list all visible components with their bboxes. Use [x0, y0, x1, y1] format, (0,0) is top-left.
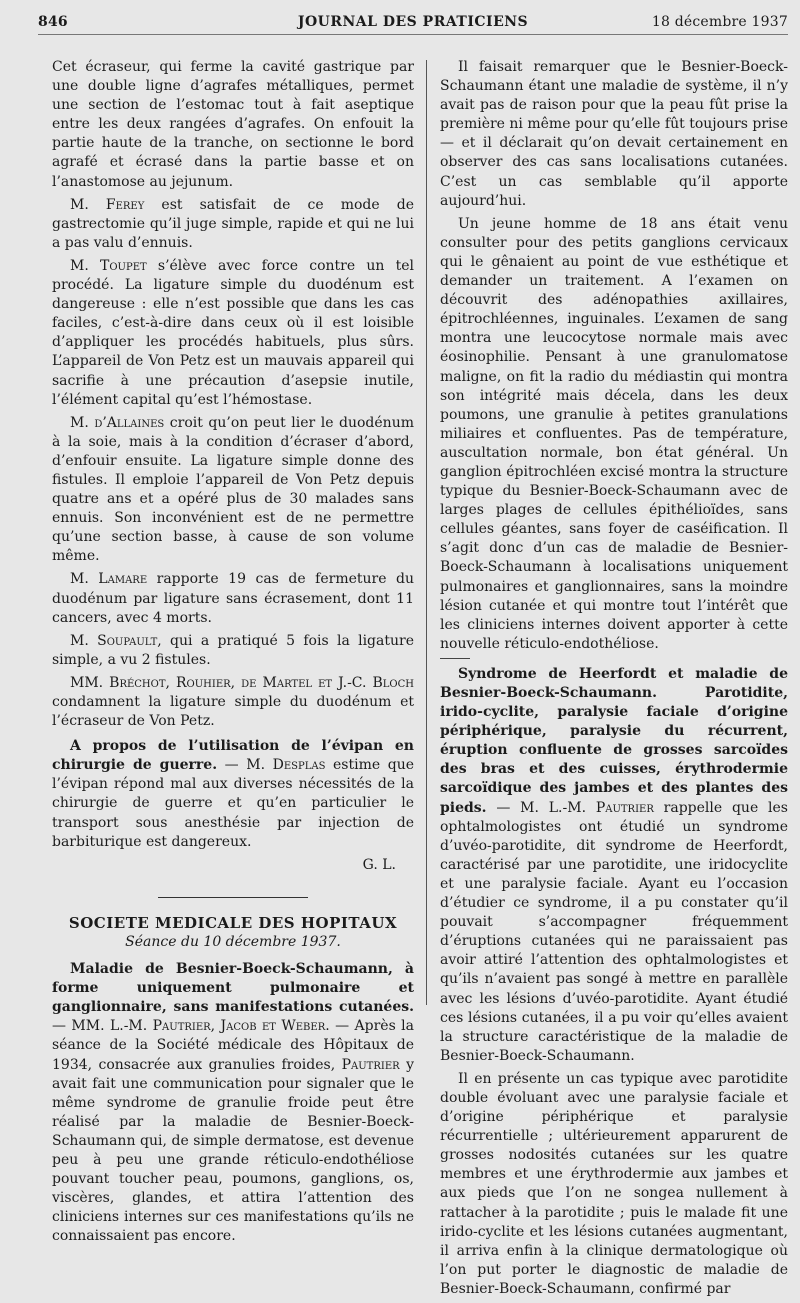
paragraph: A propos de l’utilisation de l’évipan en chirurgie de guerre. — M. Desplas estime que l’évipan répond mal aux diverses nécessités de la chirurgie de guerre et qu’en particulier le transport sous anesthésie par injection de barbiturique est dangereux.: [52, 738, 414, 850]
paragraph: Maladie de Besnier-Boeck-Schaumann, à forme uniquement pulmonaire et ganglionnaire, sans manifestations cutanées. — MM. L.-M. Pautrier, Jacob et Weber. — Après la séance de la Société médicale des Hôpitaux de 1934, consacrée aux granulies froides, Pautrier y avait fait une communication pour signaler que le même syndrome de granulie froide peut être réalisé par la maladie de Besnier-Boeck-Schaumann qui, de simple dermatose, est devenue peu à peu une grande réticulo-endothéliose pouvant toucher peau, poumons, ganglions, os, viscères, glandes, et attira l’attention des cliniciens internes sur ces manifestations qu’ils ne connaissaient pas encore.: [52, 961, 415, 1245]
paragraph: M. d’Allaines croit qu’on peut lier le duodénum à la soie, mais à la condition d’écraser d’abord, d’enfouir ensuite. La ligature simple donne des fistules. Il emploie l’appareil de Von Petz depuis quatre ans et a opéré plus de 30 malades sans ennuis. Son inconvénient est de ne permettre qu’une section basse, à cause de son volume même.: [52, 414, 414, 565]
paragraph: M. Ferey est satisfait de ce mode de gastrectomie qu’il juge simple, rapide et qui ne lui a pas valu d’ennuis.: [52, 196, 414, 251]
speaker-name: M. Ferey: [70, 196, 145, 213]
signature: G. L.: [362, 856, 396, 873]
topic-title: A propos de l’utilisation de l’évipan en chirurgie de guerre.: [52, 738, 414, 774]
paragraph: MM. Bréchot, Rouhier, de Martel et J.-C. Bloch condamnent la ligature simple du duodénum et l’écraseur de Von Petz.: [52, 674, 414, 730]
paragraph: Il faisait remarquer que le Besnier-Boeck-Schaumann étant une maladie de système, il n’y avait pas de raison pour que la peau fût prise la première ni même pour qu’elle fût toujours prise — et il déclarait qu’on devait certainement en observer des cas sans localisations cutanées. C’est un cas semblable qu’il apporte aujourd’hui.: [440, 59, 788, 209]
paragraph: M. Soupault, qui a pratiqué 5 fois la ligature simple, a vu 2 fistules.: [52, 632, 414, 668]
authors: — MM. L.-M. Pautrier, Jacob et Weber.: [52, 1018, 330, 1035]
paragraph: Syndrome de Heerfordt et maladie de Besnier-Boeck-Schaumann. Parotidite, irido-cyclite, paralysie faciale d’origine périphérique, paralysie du récurrent, éruption confluente de grosses sarcoïdes des bras et des cuisses, érythrodermie sarcoïdique des jambes et des plantes des pieds. — M. L.-M. Pautrier rappelle que les ophtalmologistes ont étudié un syndrome d’uvéo-parotidite, dit syndrome de Heerfordt, caractérisé par une parotidite, une iridocyclite et une paralysie faciale. Ayant eu l’occasion d’étudier ce syndrome, il a pu constater qu’il pouvait s’accompagner fréquemment d’éruptions cutanées qui ne paraissaient pas avoir attiré l’attention des ophtalmologistes et qu’ils n’avaient pas songé à mettre en parallèle avec les lésions d’uvéo-parotidite. Ayant étudié ces lésions cutanées, il a pu voir qu’elles avaient la structure caractéristique de la maladie de Besnier-Boeck-Schaumann.: [440, 665, 788, 1064]
session-date: Séance du 10 décembre 1937.: [125, 933, 341, 950]
speaker-name: — M. Desplas: [217, 757, 326, 774]
section-divider: [158, 897, 308, 898]
paragraph: Cet écraseur, qui ferme la cavité gastrique par une double ligne d’agrafes métalliques, permet une section de l’estomac tout à fait aseptique entre les deux rangées d’agrafes. On enfouit la partie haute de la tranche, on sectionne le bord agrafé et écrasé dans la partie basse et on l’anastomose au jejunum.: [52, 59, 414, 190]
paragraph: Il en présente un cas typique avec parotidite double évoluant avec une paralysie faciale et d’origine périphérique et paralysie récurrentielle ; ultérieurement apparurent de grosses nodosités cutanées sur les quatre membres et une érythrodermie aux jambes et aux pieds que l’on ne songea nullement à rattacher à la parotidite ; puis le malade fit une irido-cyclite et les lésions cutanées augmentant, il arriva enfin à la clinique dermatologique où l’on put porter le diagnostic de maladie de Besnier-Boeck-Schaumann, confirmé par: [440, 1070, 788, 1297]
issue-date: 18 décembre 1937: [651, 14, 788, 30]
speaker-name: M. d’Allaines: [70, 414, 165, 431]
topic-title: Syndrome de Heerfordt et maladie de Besnier-Boeck-Schaumann. Parotidite, irido-cyclite, paralysie faciale d’origine périphérique, paralysie du récurrent, éruption confluente de grosses sarcoïdes des bras et des cuisses, érythrodermie sarcoïdique des jambes et des plantes des pieds.: [440, 665, 788, 816]
paragraph: M. Toupet s’élève avec force contre un tel procédé. La ligature simple du duodénum est dangereuse : elle n’est possible que dans les cas faciles, c’est-à-dire dans ceux où il est loisible d’appliquer les procédés habituels, plus sûrs. L’appareil de Von Petz est un mauvais appareil qui sacrifie à une précaution d’asepsie inutile, l’élément capital qu’est l’hémostase.: [52, 257, 414, 408]
page-number: 846: [38, 14, 68, 30]
right-column: [440, 58, 788, 1303]
left-column: [52, 58, 414, 1250]
page-header: [38, 12, 788, 35]
topic-title: Maladie de Besnier-Boeck-Schaumann, à forme uniquement pulmonaire et ganglionnaire, sans manifestations cutanées.: [52, 961, 414, 1016]
speaker-name: M. Toupet: [70, 257, 147, 274]
section-title: SOCIETE MEDICALE DES HOPITAUX: [68, 913, 398, 932]
paragraph: M. Lamare rapporte 19 cas de fermeture du duodénum par ligature sans écrasement, dont 11 cancers, avec 4 morts.: [52, 571, 415, 626]
paragraph: Un jeune homme de 18 ans était venu consulter pour des petits ganglions cervicaux qui le gênaient au point de vue esthétique et demander un traitement. A l’examen on découvrit des adénopathies axillaires, épitrochléennes, inguinales. L’examen de sang montra une leucocytose normale mais avec éosinophilie. Pensant à une granulomatose maligne, on fit la radio du médiastin qui montra son intégrité mais décela, dans les deux poumons, une granulie à petites granulations miliaires et confluentes. Pas de température, auscultation normale, bon état général. Un ganglion épitrochléen excisé montra la structure typique du Besnier-Boeck-Schaumann avec de larges plages de cellules épithélioïdes, sans cellules géantes, sans foyer de caséification. Il s’agit donc d’un cas de maladie de Besnier-Boeck-Schaumann à localisations uniquement pulmonaires et ganglionnaires, sans la moindre lésion cutanée et qui montre tout l’intérêt que les cliniciens internes doivent apporter à cette nouvelle réticulo-endothéliose.: [440, 215, 788, 652]
short-rule: [440, 658, 470, 659]
speaker-name: M. Lamare: [70, 571, 148, 588]
speaker-name: — M. L.-M. Pautrier: [486, 799, 654, 816]
speaker-name: MM. Bréchot, Rouhier, de Martel et J.-C. Bloch: [70, 674, 414, 691]
journal-title: JOURNAL DES PRATICIENS: [297, 14, 529, 30]
speaker-name: M. Soupault: [70, 632, 158, 649]
speaker-name: Pautrier: [341, 1056, 400, 1073]
column-divider: [426, 60, 427, 1005]
